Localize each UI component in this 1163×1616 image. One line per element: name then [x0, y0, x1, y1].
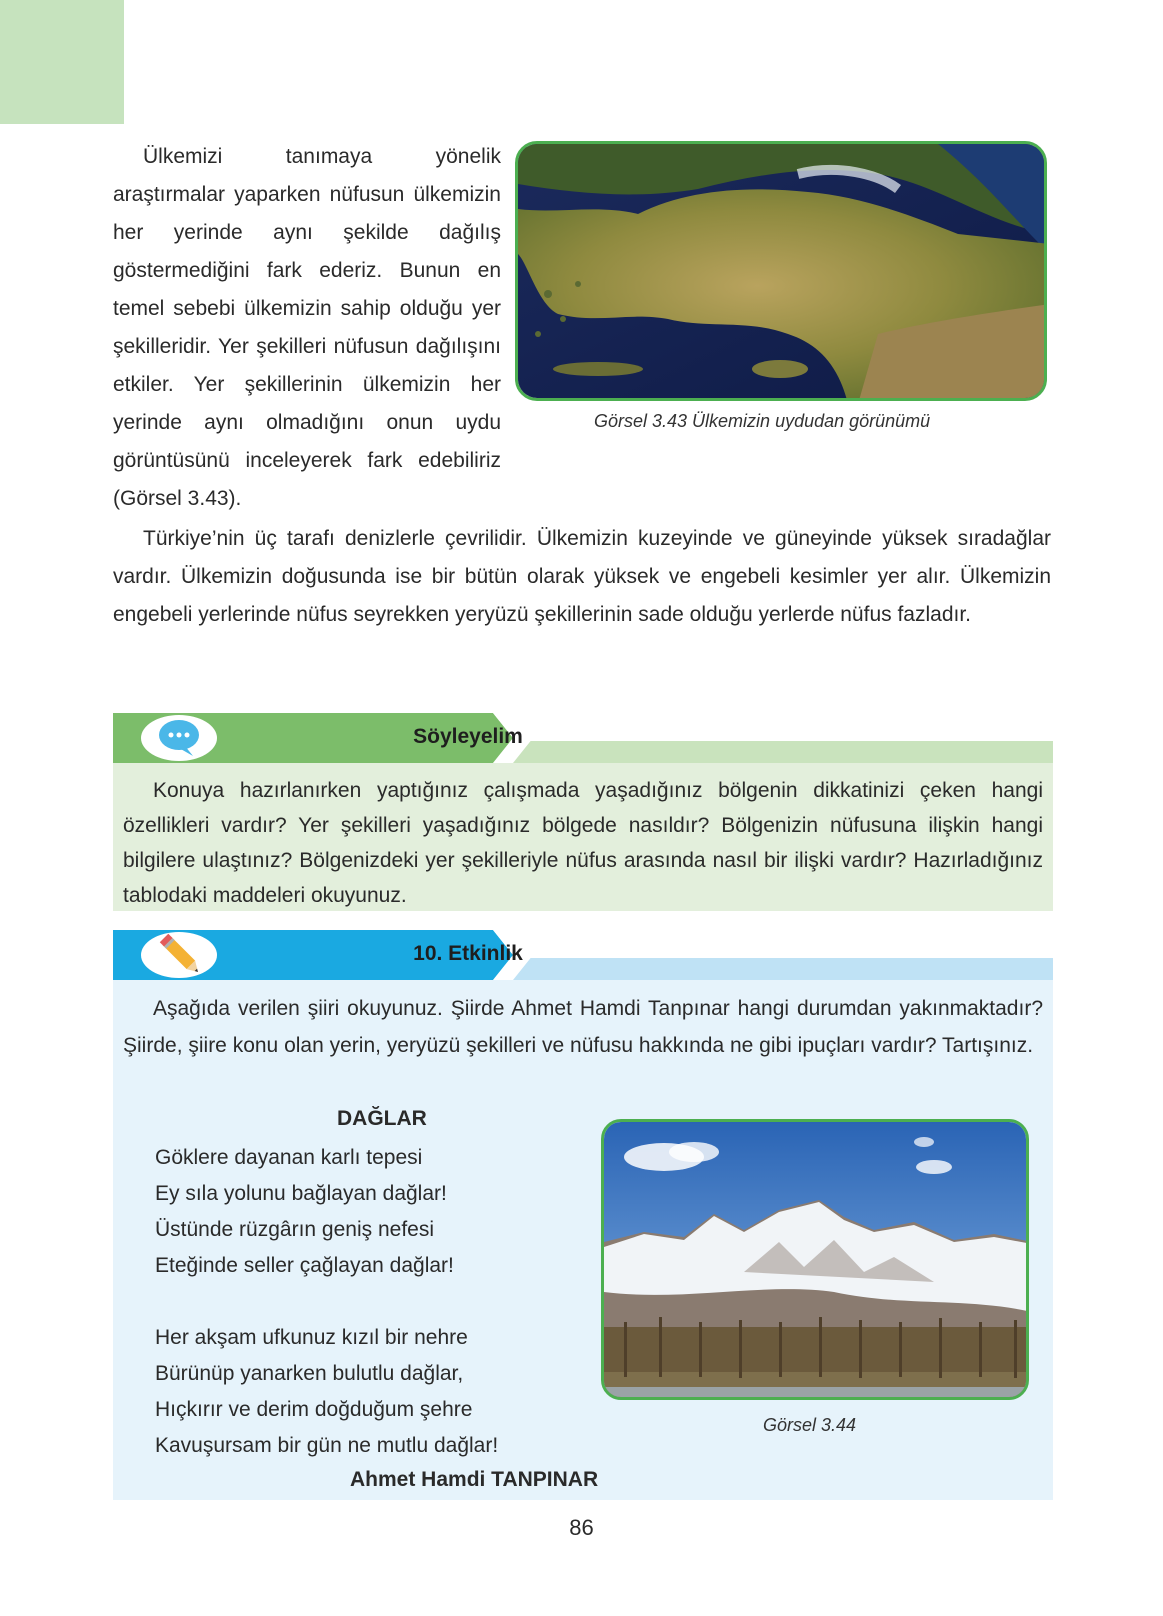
figure-caption-3-43: Görsel 3.43 Ülkemizin uydudan görünümü	[594, 411, 931, 431]
poem-line: Göklere dayanan karlı tepesi	[155, 1146, 423, 1169]
satellite-illustration	[518, 144, 1047, 401]
intro-paragraph-2: Türkiye’nin üç tarafı denizlerle çevrilidir. Ülkemizin kuzeyinde ve güneyinde yüksek sıradağlar vardır. Ülkemizin doğusunda ise bir bütün olarak yüksek ve engebeli kesimler yer alır. Ülkemizin engebeli yerlerinde nüfus seyrekken yeryüzü şekillerinin sade olduğu yerlerde nüfus fazladır.	[113, 527, 1051, 626]
poem-stanza-1	[155, 1140, 454, 1284]
etkinlik-title: 10. Etkinlik	[413, 942, 523, 965]
etkinlik-header	[113, 930, 1053, 980]
figure-caption-3-44: Görsel 3.44	[763, 1415, 857, 1435]
etkinlik-text: Aşağıda verilen şiiri okuyunuz. Şiirde Ahmet Hamdi Tanpınar hangi durumdan yakınmaktadır? Şiirde, şiire konu olan yerin, yeryüzü şekilleri ve nüfusu hakkında ne gibi ipuçları vardır? Tartışınız.	[123, 997, 1043, 1057]
soyleyelim-title: Söyleyelim	[413, 725, 523, 748]
pencil-icon	[151, 930, 211, 980]
intro-paragraph-1: Ülkemizi tanımaya yönelik araştırmalar yaparken nüfusun ülkemizin her yerinde aynı şekilde dağılış göstermediğini fark ederiz. Bunun en temel sebebi ülkemizin sahip olduğu yer şekilleridir. Yer şekilleri nüfusun dağılışını etkiler. Yer şekillerinin ülkemizin her yerinde aynı olmadığını onun uydu görüntüsünü inceleyerek fark edebiliriz (Görsel 3.43).	[113, 145, 501, 510]
poem-line: Bürünüp yanarken bulutlu dağlar,	[155, 1362, 464, 1385]
soyleyelim-text: Konuya hazırlanırken yaptığınız çalışmada yaşadığınız bölgenin dikkatinizi çeken hangi özellikleri vardır? Yer şekilleri yaşadığınız bölgede nasıldır? Bölgenizin nüfusuna ilişkin hangi bilgilere ulaştınız? Bölgenizdeki yer şekilleriyle nüfus arasında nasıl bir ilişki vardır? Hazırladığınız tablodaki maddeleri okuyunuz.	[123, 779, 1043, 907]
poem-line: Kavuşursam bir gün ne mutlu dağlar!	[155, 1434, 499, 1457]
poem-line: Eteğinde seller çağlayan dağlar!	[155, 1254, 454, 1277]
poem-line: Ey sıla yolunu bağlayan dağlar!	[155, 1182, 447, 1205]
poem-line: Hıçkırır ve derim doğduğum şehre	[155, 1398, 473, 1421]
poem-line: Üstünde rüzgârın geniş nefesi	[155, 1218, 434, 1241]
soyleyelim-header	[113, 713, 1053, 763]
corner-tab	[0, 0, 124, 124]
poem-line: Her akşam ufkunuz kızıl bir nehre	[155, 1326, 468, 1349]
mountain-illustration	[604, 1122, 1029, 1400]
speech-bubble-icon	[149, 716, 209, 760]
poem-author: Ahmet Hamdi TANPINAR	[350, 1468, 599, 1491]
soyleyelim-box	[113, 763, 1053, 911]
page-number: 86	[569, 1515, 594, 1540]
poem-stanza-2	[155, 1320, 498, 1464]
mountain-photo	[601, 1119, 1029, 1400]
poem-title: DAĞLAR	[337, 1107, 427, 1130]
satellite-image	[515, 141, 1047, 401]
